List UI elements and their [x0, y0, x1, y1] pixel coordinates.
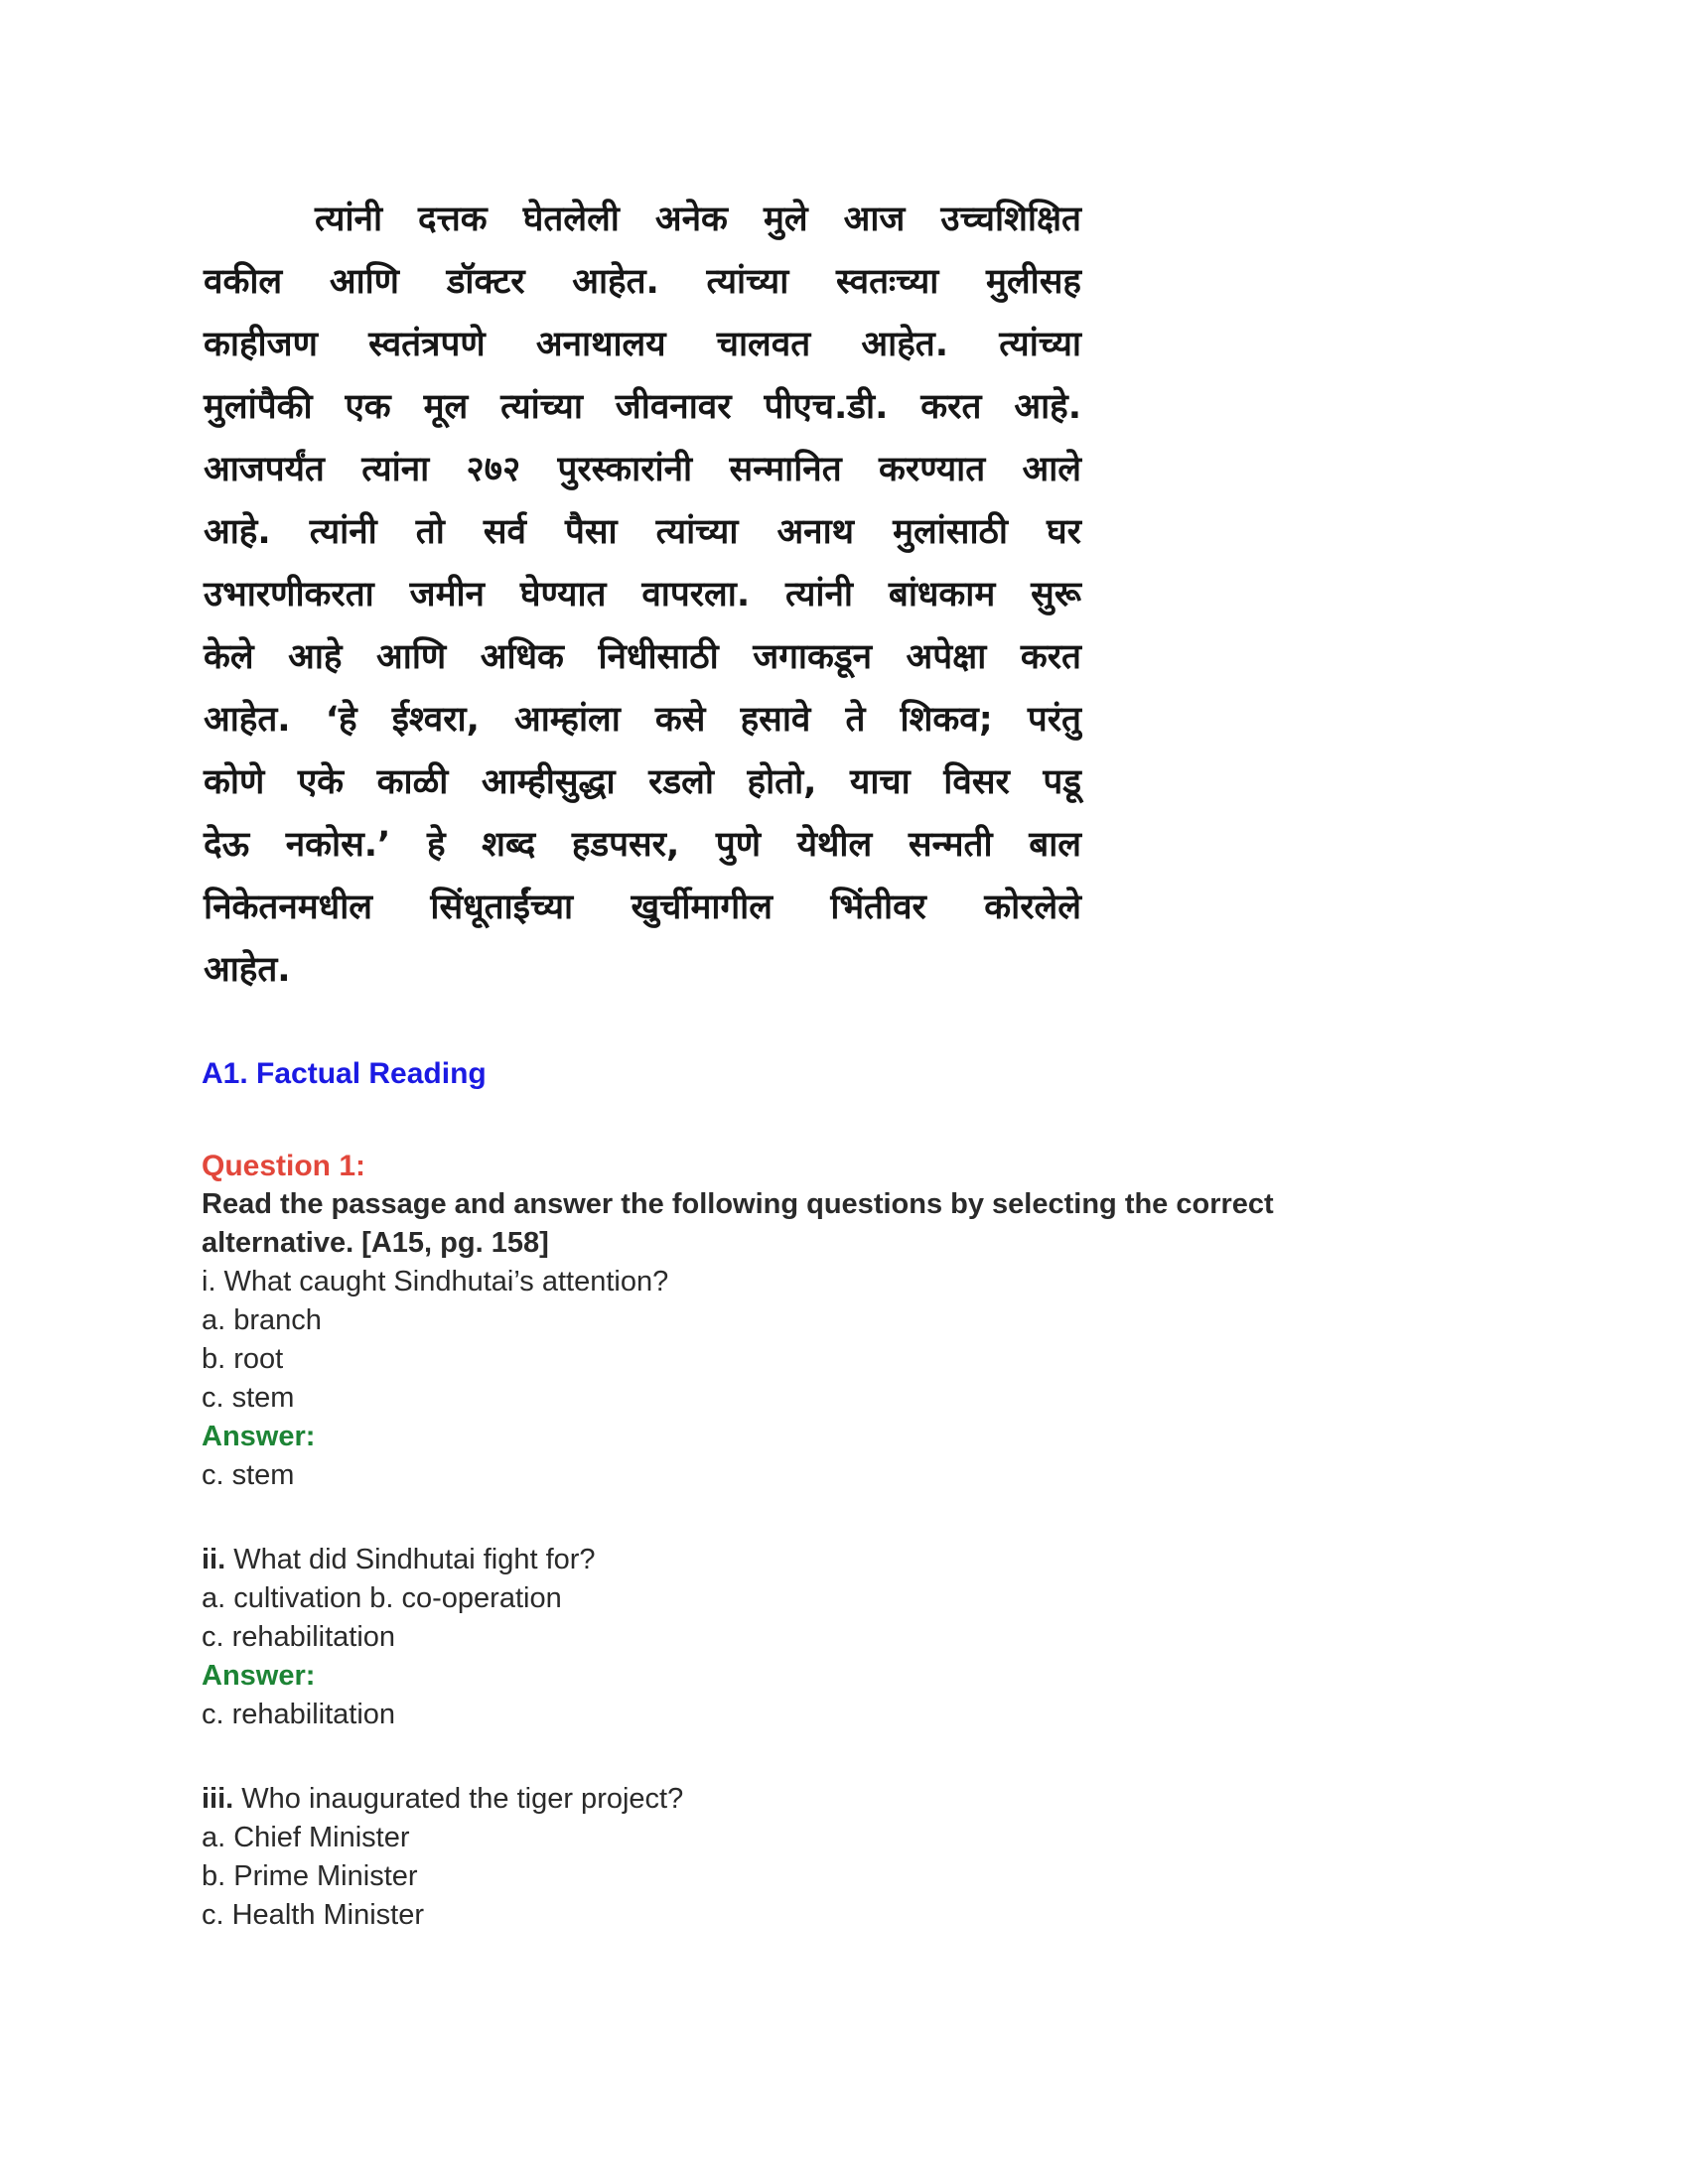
option-c: c. stem	[202, 1382, 295, 1414]
passage-line: देऊ नकोस.’ हे शब्द हडपसर, पुणे येथील सन्मती बाल	[204, 825, 1081, 865]
question-number: ii.	[202, 1544, 226, 1575]
question-part-iii	[202, 1780, 1512, 1935]
option-c: c. Health Minister	[202, 1899, 425, 1931]
question-text	[202, 1541, 1512, 1579]
passage-line: केले आहे आणि अधिक निधीसाठी जगाकडून अपेक्षा करत	[204, 637, 1081, 677]
question-1-intro: alternative. [A15, pg. 158]	[202, 1227, 549, 1259]
passage-line: वकील आणि डॉक्टर आहेत. त्यांच्या स्वतःच्या मुलीसह	[204, 262, 1081, 302]
option-b: b. root	[202, 1343, 284, 1375]
section-heading: A1. Factual Reading	[202, 1057, 487, 1090]
answer-text: c. rehabilitation	[202, 1699, 396, 1730]
option-a: a. branch	[202, 1304, 322, 1336]
question-1-intro: Read the passage and answer the following questions by selecting the correct	[202, 1188, 1274, 1220]
passage-line: काहीजण स्वतंत्रपणे अनाथालय चालवत आहेत. त्यांच्या	[204, 325, 1081, 364]
question-body: What did Sindhutai fight for?	[225, 1544, 596, 1575]
option-b: b. Prime Minister	[202, 1860, 418, 1892]
answer-text: c. stem	[202, 1459, 295, 1491]
passage-line: आहे. त्यांनी तो सर्व पैसा त्यांच्या अनाथ मुलांसाठी घर	[204, 512, 1081, 552]
passage-line: उभारणीकरता जमीन घेण्यात वापरला. त्यांनी बांधकाम सुरू	[204, 575, 1081, 614]
passage-line: मुलांपैकी एक मूल त्यांच्या जीवनावर पीएच.डी. करत आहे.	[204, 387, 1081, 427]
passage-line: कोणे एके काळी आम्हीसुद्धा रडलो होतो, याचा विसर पडू	[204, 762, 1081, 802]
option-a: a. Chief Minister	[202, 1822, 410, 1853]
question-part-ii	[202, 1541, 1512, 1734]
passage-line: आहेत.	[204, 950, 291, 990]
question-number: iii.	[202, 1783, 234, 1815]
answer-label: Answer:	[202, 1421, 316, 1452]
answer-label: Answer:	[202, 1660, 316, 1692]
passage-line: आहेत. ‘हे ईश्वरा, आम्हांला कसे हसावे ते शिकव; परंतु	[204, 700, 1081, 740]
question-1-label: Question 1:	[202, 1150, 366, 1182]
passage-line: आजपर्यंत त्यांना २७२ पुरस्कारांनी सन्मानित करण्यात आले	[204, 450, 1081, 489]
option-c: c. rehabilitation	[202, 1621, 396, 1653]
passage-line: त्यांनी दत्तक घेतलेली अनेक मुले आज उच्चशिक्षित	[315, 200, 1081, 239]
marathi-passage	[204, 189, 1081, 1002]
question-text	[202, 1780, 1512, 1819]
passage-line: निकेतनमधील सिंधूताईंच्या खुर्चीमागील भिंतीवर कोरलेले	[204, 887, 1081, 927]
question-body: Who inaugurated the tiger project?	[233, 1783, 684, 1815]
solution-content	[202, 1054, 1512, 1935]
question-part-i	[202, 1263, 1512, 1495]
option-a-b: a. cultivation b. co-operation	[202, 1582, 562, 1614]
question-text: i. What caught Sindhutai’s attention?	[202, 1266, 669, 1297]
